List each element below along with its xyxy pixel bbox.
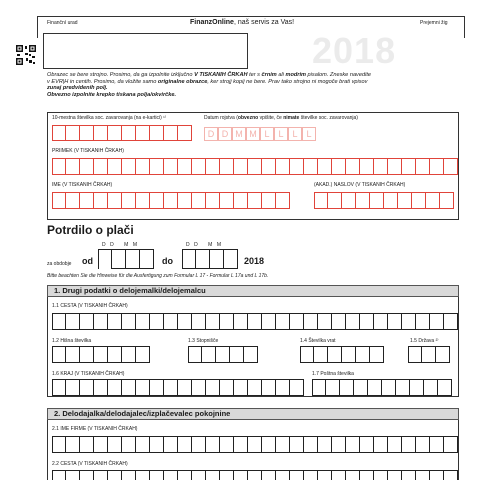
char-box[interactable]	[122, 470, 136, 480]
form-note: Bitte beachten Sie die Hinweise für die Ausfertigung zum Formular L 17 - Formular L 17a und L 17b.	[47, 273, 269, 279]
char-box[interactable]	[192, 158, 206, 175]
char-box[interactable]	[150, 470, 164, 480]
char-box[interactable]	[328, 192, 342, 209]
char-box[interactable]	[262, 158, 276, 175]
char-box[interactable]	[66, 470, 80, 480]
char-box[interactable]	[318, 158, 332, 175]
char-box[interactable]	[188, 346, 202, 363]
char-box[interactable]	[248, 158, 262, 175]
char-box[interactable]	[374, 436, 388, 453]
char-box[interactable]	[356, 346, 370, 363]
char-box[interactable]	[408, 346, 422, 363]
door-number-field[interactable]	[300, 346, 384, 363]
char-box[interactable]	[300, 346, 314, 363]
street-field[interactable]	[52, 313, 458, 330]
char-box[interactable]	[80, 379, 94, 396]
to-date-field[interactable]	[182, 249, 238, 269]
char-box[interactable]	[416, 436, 430, 453]
char-box[interactable]	[346, 158, 360, 175]
char-box[interactable]	[136, 313, 150, 330]
char-box[interactable]	[374, 158, 388, 175]
char-box[interactable]	[122, 192, 136, 209]
char-box[interactable]	[360, 313, 374, 330]
char-box[interactable]	[220, 436, 234, 453]
char-box[interactable]	[290, 158, 304, 175]
char-box[interactable]	[332, 436, 346, 453]
char-box[interactable]	[66, 192, 80, 209]
year-watermark: 2018	[312, 30, 397, 71]
char-box[interactable]	[150, 313, 164, 330]
char-box[interactable]	[234, 192, 248, 209]
char-box[interactable]	[122, 379, 136, 396]
char-box[interactable]	[52, 470, 66, 480]
char-box[interactable]	[354, 379, 368, 396]
char-box[interactable]	[318, 313, 332, 330]
period-prefix: za obdobje	[47, 261, 72, 267]
char-box[interactable]	[80, 313, 94, 330]
char-box[interactable]	[164, 379, 178, 396]
char-box[interactable]	[80, 346, 94, 363]
char-box[interactable]	[430, 470, 444, 480]
char-box[interactable]	[80, 470, 94, 480]
address-box[interactable]	[43, 33, 248, 69]
stair-label: 1.3 Stopnišče	[188, 338, 219, 344]
char-box[interactable]	[220, 158, 234, 175]
char-box[interactable]	[346, 313, 360, 330]
section-1-header: 1. Drugi podatki o delojemalki/delojemalcu	[47, 285, 459, 297]
city-field[interactable]	[52, 379, 304, 396]
char-box[interactable]	[388, 470, 402, 480]
surname-field[interactable]	[52, 158, 458, 175]
from-label: od	[82, 256, 93, 266]
char-box[interactable]	[402, 436, 416, 453]
period-year: 2018	[244, 256, 265, 266]
char-box[interactable]	[108, 346, 122, 363]
char-box[interactable]	[178, 313, 192, 330]
char-box[interactable]	[332, 470, 346, 480]
char-box[interactable]	[276, 192, 290, 209]
char-box[interactable]	[136, 470, 150, 480]
instructions-line-2: v EVR|H in centih. Prosimo, da vložite samo originalne obrazce, ker strojj kopij ne bere. Prav tako strojno ni mogoče brati vpisov	[47, 78, 368, 85]
char-box[interactable]	[192, 192, 206, 209]
char-box[interactable]	[206, 313, 220, 330]
char-box[interactable]	[206, 379, 220, 396]
char-box[interactable]	[346, 436, 360, 453]
from-date-letters: DD MM	[102, 242, 142, 248]
char-box[interactable]	[164, 192, 178, 209]
birth-year-4[interactable]: L	[302, 127, 316, 141]
char-box[interactable]	[122, 313, 136, 330]
char-box[interactable]	[262, 192, 276, 209]
char-box[interactable]	[314, 346, 328, 363]
birth-day-2[interactable]: D	[218, 127, 232, 141]
char-box[interactable]	[318, 470, 332, 480]
char-box[interactable]	[430, 158, 444, 175]
char-box[interactable]	[248, 192, 262, 209]
char-box[interactable]	[444, 158, 458, 175]
char-box[interactable]	[398, 192, 412, 209]
instructions-line-3: zunaj predvidenih polj.	[47, 85, 108, 91]
to-date-letters: DD MM	[186, 242, 226, 248]
city-label: 1.6 KRAJ (V TISKANIH ČRKAH)	[52, 371, 125, 377]
birth-year-1[interactable]: L	[260, 127, 274, 141]
char-box[interactable]	[234, 158, 248, 175]
char-box[interactable]	[220, 379, 234, 396]
char-box[interactable]	[332, 158, 346, 175]
instructions-line-1: Obrazec se bere strojno. Prosimo, da ga izpolnite izključno V TISKANIH ČRKAH ter s črnim ali modrim pisalom. Zneske navedite	[47, 72, 371, 78]
char-box[interactable]	[290, 436, 304, 453]
char-box[interactable]	[192, 436, 206, 453]
char-box[interactable]	[230, 346, 244, 363]
char-box[interactable]	[388, 436, 402, 453]
char-box[interactable]	[356, 192, 370, 209]
instructions-line-4: Obvezno izpolnite krepko tiskana polja/okvirčke.	[47, 91, 177, 98]
char-box[interactable]	[94, 470, 108, 480]
char-box[interactable]	[382, 379, 396, 396]
char-box[interactable]	[136, 436, 150, 453]
char-box[interactable]	[416, 470, 430, 480]
char-box[interactable]	[388, 158, 402, 175]
char-box[interactable]	[304, 158, 318, 175]
brand-name: FinanzOnline	[190, 19, 234, 26]
surname-label: PRIIMEK (V TISKANIH ČRKAH)	[52, 148, 124, 154]
char-box[interactable]	[290, 313, 304, 330]
char-box[interactable]	[52, 346, 66, 363]
char-box[interactable]	[276, 158, 290, 175]
receipt-label: Prejemni žig	[420, 20, 448, 26]
char-box[interactable]	[94, 313, 108, 330]
postcode-label: 1.7 Poštna številka	[312, 371, 354, 377]
char-box[interactable]	[108, 313, 122, 330]
char-box[interactable]	[276, 379, 290, 396]
char-box[interactable]	[342, 192, 356, 209]
company-name-label: 2.1 IME FIRME (V TISKANIH ČRKAH)	[52, 426, 138, 432]
char-box[interactable]	[94, 379, 108, 396]
char-box[interactable]	[370, 346, 384, 363]
to-label: do	[162, 256, 173, 266]
qr-code-icon	[15, 44, 37, 66]
svn-field[interactable]	[52, 125, 192, 141]
char-box[interactable]	[80, 192, 94, 209]
char-box[interactable]	[410, 379, 424, 396]
academic-title-field[interactable]	[314, 192, 454, 209]
char-box[interactable]	[438, 379, 452, 396]
char-box[interactable]	[416, 313, 430, 330]
char-box[interactable]	[416, 158, 430, 175]
char-box[interactable]	[402, 158, 416, 175]
char-box[interactable]	[276, 470, 290, 480]
svn-label: 10-mestna številka soc. zavarovanja (na e-kartici) ¹⁾	[52, 115, 167, 121]
char-box[interactable]	[220, 192, 234, 209]
birth-month-2[interactable]: M	[246, 127, 260, 141]
char-box[interactable]	[332, 313, 346, 330]
char-box[interactable]	[136, 158, 150, 175]
char-box[interactable]	[328, 346, 342, 363]
char-box[interactable]	[122, 436, 136, 453]
birth-month-1[interactable]: M	[232, 127, 246, 141]
char-box[interactable]	[122, 346, 136, 363]
char-box[interactable]	[164, 436, 178, 453]
char-box[interactable]	[52, 436, 66, 453]
stair-field[interactable]	[188, 346, 258, 363]
char-box[interactable]	[150, 379, 164, 396]
birth-year-2[interactable]: L	[274, 127, 288, 141]
char-box[interactable]	[108, 192, 122, 209]
char-box[interactable]	[80, 158, 94, 175]
firstname-label: IME (V TISKANIH ČRKAH)	[52, 182, 113, 188]
char-box[interactable]	[192, 379, 206, 396]
char-box[interactable]	[444, 313, 458, 330]
char-box[interactable]	[206, 470, 220, 480]
char-box[interactable]	[66, 436, 80, 453]
char-box[interactable]	[326, 379, 340, 396]
char-box[interactable]	[340, 379, 354, 396]
char-box[interactable]	[276, 436, 290, 453]
char-box[interactable]	[444, 436, 458, 453]
char-box[interactable]	[426, 192, 440, 209]
firstname-field[interactable]	[52, 192, 290, 209]
char-box[interactable]	[52, 158, 66, 175]
char-box[interactable]	[262, 470, 276, 480]
char-box[interactable]	[150, 436, 164, 453]
char-box[interactable]	[220, 313, 234, 330]
char-box[interactable]	[314, 192, 328, 209]
page-title: Potrdilo o plači	[47, 223, 134, 237]
char-box[interactable]	[244, 346, 258, 363]
char-box[interactable]	[402, 313, 416, 330]
birth-day-1[interactable]: D	[204, 127, 218, 141]
char-box[interactable]	[52, 192, 66, 209]
char-box[interactable]	[290, 470, 304, 480]
char-box[interactable]	[202, 346, 216, 363]
birth-year-3[interactable]: L	[288, 127, 302, 141]
char-box[interactable]	[192, 470, 206, 480]
char-box[interactable]	[436, 346, 450, 363]
title-label: (AKAD.) NASLOV (V TISKANIH ČRKAH)	[314, 182, 406, 188]
char-box[interactable]	[304, 436, 318, 453]
country-field[interactable]	[408, 346, 450, 363]
char-box[interactable]	[368, 379, 382, 396]
char-box[interactable]	[262, 379, 276, 396]
char-box[interactable]	[66, 346, 80, 363]
char-box[interactable]	[262, 313, 276, 330]
char-box[interactable]	[66, 158, 80, 175]
from-date-field[interactable]	[98, 249, 154, 269]
char-box[interactable]	[206, 436, 220, 453]
char-box[interactable]	[346, 470, 360, 480]
char-box[interactable]	[52, 379, 66, 396]
char-box[interactable]	[150, 158, 164, 175]
char-box[interactable]	[192, 313, 206, 330]
char-box[interactable]	[440, 192, 454, 209]
char-box[interactable]	[178, 158, 192, 175]
char-box[interactable]	[66, 379, 80, 396]
char-box[interactable]	[396, 379, 410, 396]
char-box[interactable]	[206, 192, 220, 209]
char-box[interactable]	[444, 470, 458, 480]
char-box[interactable]	[312, 379, 326, 396]
char-box[interactable]	[248, 313, 262, 330]
char-box[interactable]	[150, 192, 164, 209]
char-box[interactable]	[384, 192, 398, 209]
char-box[interactable]	[234, 379, 248, 396]
char-box[interactable]	[220, 470, 234, 480]
char-box[interactable]	[290, 379, 304, 396]
char-box[interactable]	[430, 313, 444, 330]
street-label: 1.1 CESTA (V TISKANIH ČRKAH)	[52, 303, 128, 309]
char-box[interactable]	[108, 158, 122, 175]
char-box[interactable]	[304, 313, 318, 330]
char-box[interactable]	[430, 436, 444, 453]
country-label: 1.5 Država ²⁾	[410, 338, 439, 344]
char-box[interactable]	[402, 470, 416, 480]
char-box[interactable]	[164, 313, 178, 330]
char-box[interactable]	[136, 192, 150, 209]
char-box[interactable]	[108, 379, 122, 396]
char-box[interactable]	[178, 379, 192, 396]
char-box[interactable]	[178, 436, 192, 453]
house-number-field[interactable]	[52, 346, 150, 363]
char-box[interactable]	[342, 346, 356, 363]
char-box[interactable]	[66, 313, 80, 330]
char-box[interactable]	[262, 436, 276, 453]
door-number-label: 1.4 Številka vrat	[300, 338, 336, 344]
char-box[interactable]	[94, 346, 108, 363]
section-2-header: 2. Delodajalka/delodajalec/izplačevalec pokojnine	[47, 408, 459, 420]
char-box[interactable]	[424, 379, 438, 396]
char-box[interactable]	[360, 470, 374, 480]
house-number-label: 1.2 Hišna številka	[52, 338, 92, 344]
header-slogan	[190, 19, 294, 26]
char-box[interactable]	[374, 470, 388, 480]
employer-street-label: 2.2 CESTA (V TISKANIH ČRKAH)	[52, 461, 128, 467]
char-box[interactable]	[164, 470, 178, 480]
char-box[interactable]	[304, 470, 318, 480]
char-box[interactable]	[136, 346, 150, 363]
slogan-text: , naš servis za Vas!	[233, 19, 295, 26]
char-box[interactable]	[216, 346, 230, 363]
char-box[interactable]	[234, 470, 248, 480]
char-box[interactable]	[422, 346, 436, 363]
char-box[interactable]	[412, 192, 426, 209]
char-box[interactable]	[248, 436, 262, 453]
char-box[interactable]	[360, 436, 374, 453]
employer-street-field[interactable]	[52, 470, 458, 480]
char-box[interactable]	[318, 436, 332, 453]
char-box[interactable]	[80, 436, 94, 453]
company-name-field[interactable]	[52, 436, 458, 453]
char-box[interactable]	[206, 158, 220, 175]
char-box[interactable]	[248, 379, 262, 396]
char-box[interactable]	[108, 470, 122, 480]
char-box[interactable]	[276, 313, 290, 330]
char-box[interactable]	[374, 313, 388, 330]
char-box[interactable]	[136, 379, 150, 396]
birth-date-label: Datum rojstva (obvezno vpišite, če nimate številke soc. zavarovanja)	[204, 115, 358, 121]
char-box[interactable]	[94, 192, 108, 209]
char-box[interactable]	[122, 158, 136, 175]
char-box[interactable]	[164, 158, 178, 175]
char-box[interactable]	[178, 470, 192, 480]
char-box[interactable]	[94, 436, 108, 453]
char-box[interactable]	[52, 313, 66, 330]
char-box[interactable]	[94, 158, 108, 175]
char-box[interactable]	[234, 313, 248, 330]
instructions	[47, 72, 465, 98]
char-box[interactable]	[248, 470, 262, 480]
office-label: Finanční urad	[47, 20, 78, 26]
char-box[interactable]	[360, 158, 374, 175]
char-box[interactable]	[108, 436, 122, 453]
postcode-field[interactable]	[312, 379, 452, 396]
char-box[interactable]	[388, 313, 402, 330]
char-box[interactable]	[178, 192, 192, 209]
char-box[interactable]	[370, 192, 384, 209]
char-box[interactable]	[234, 436, 248, 453]
